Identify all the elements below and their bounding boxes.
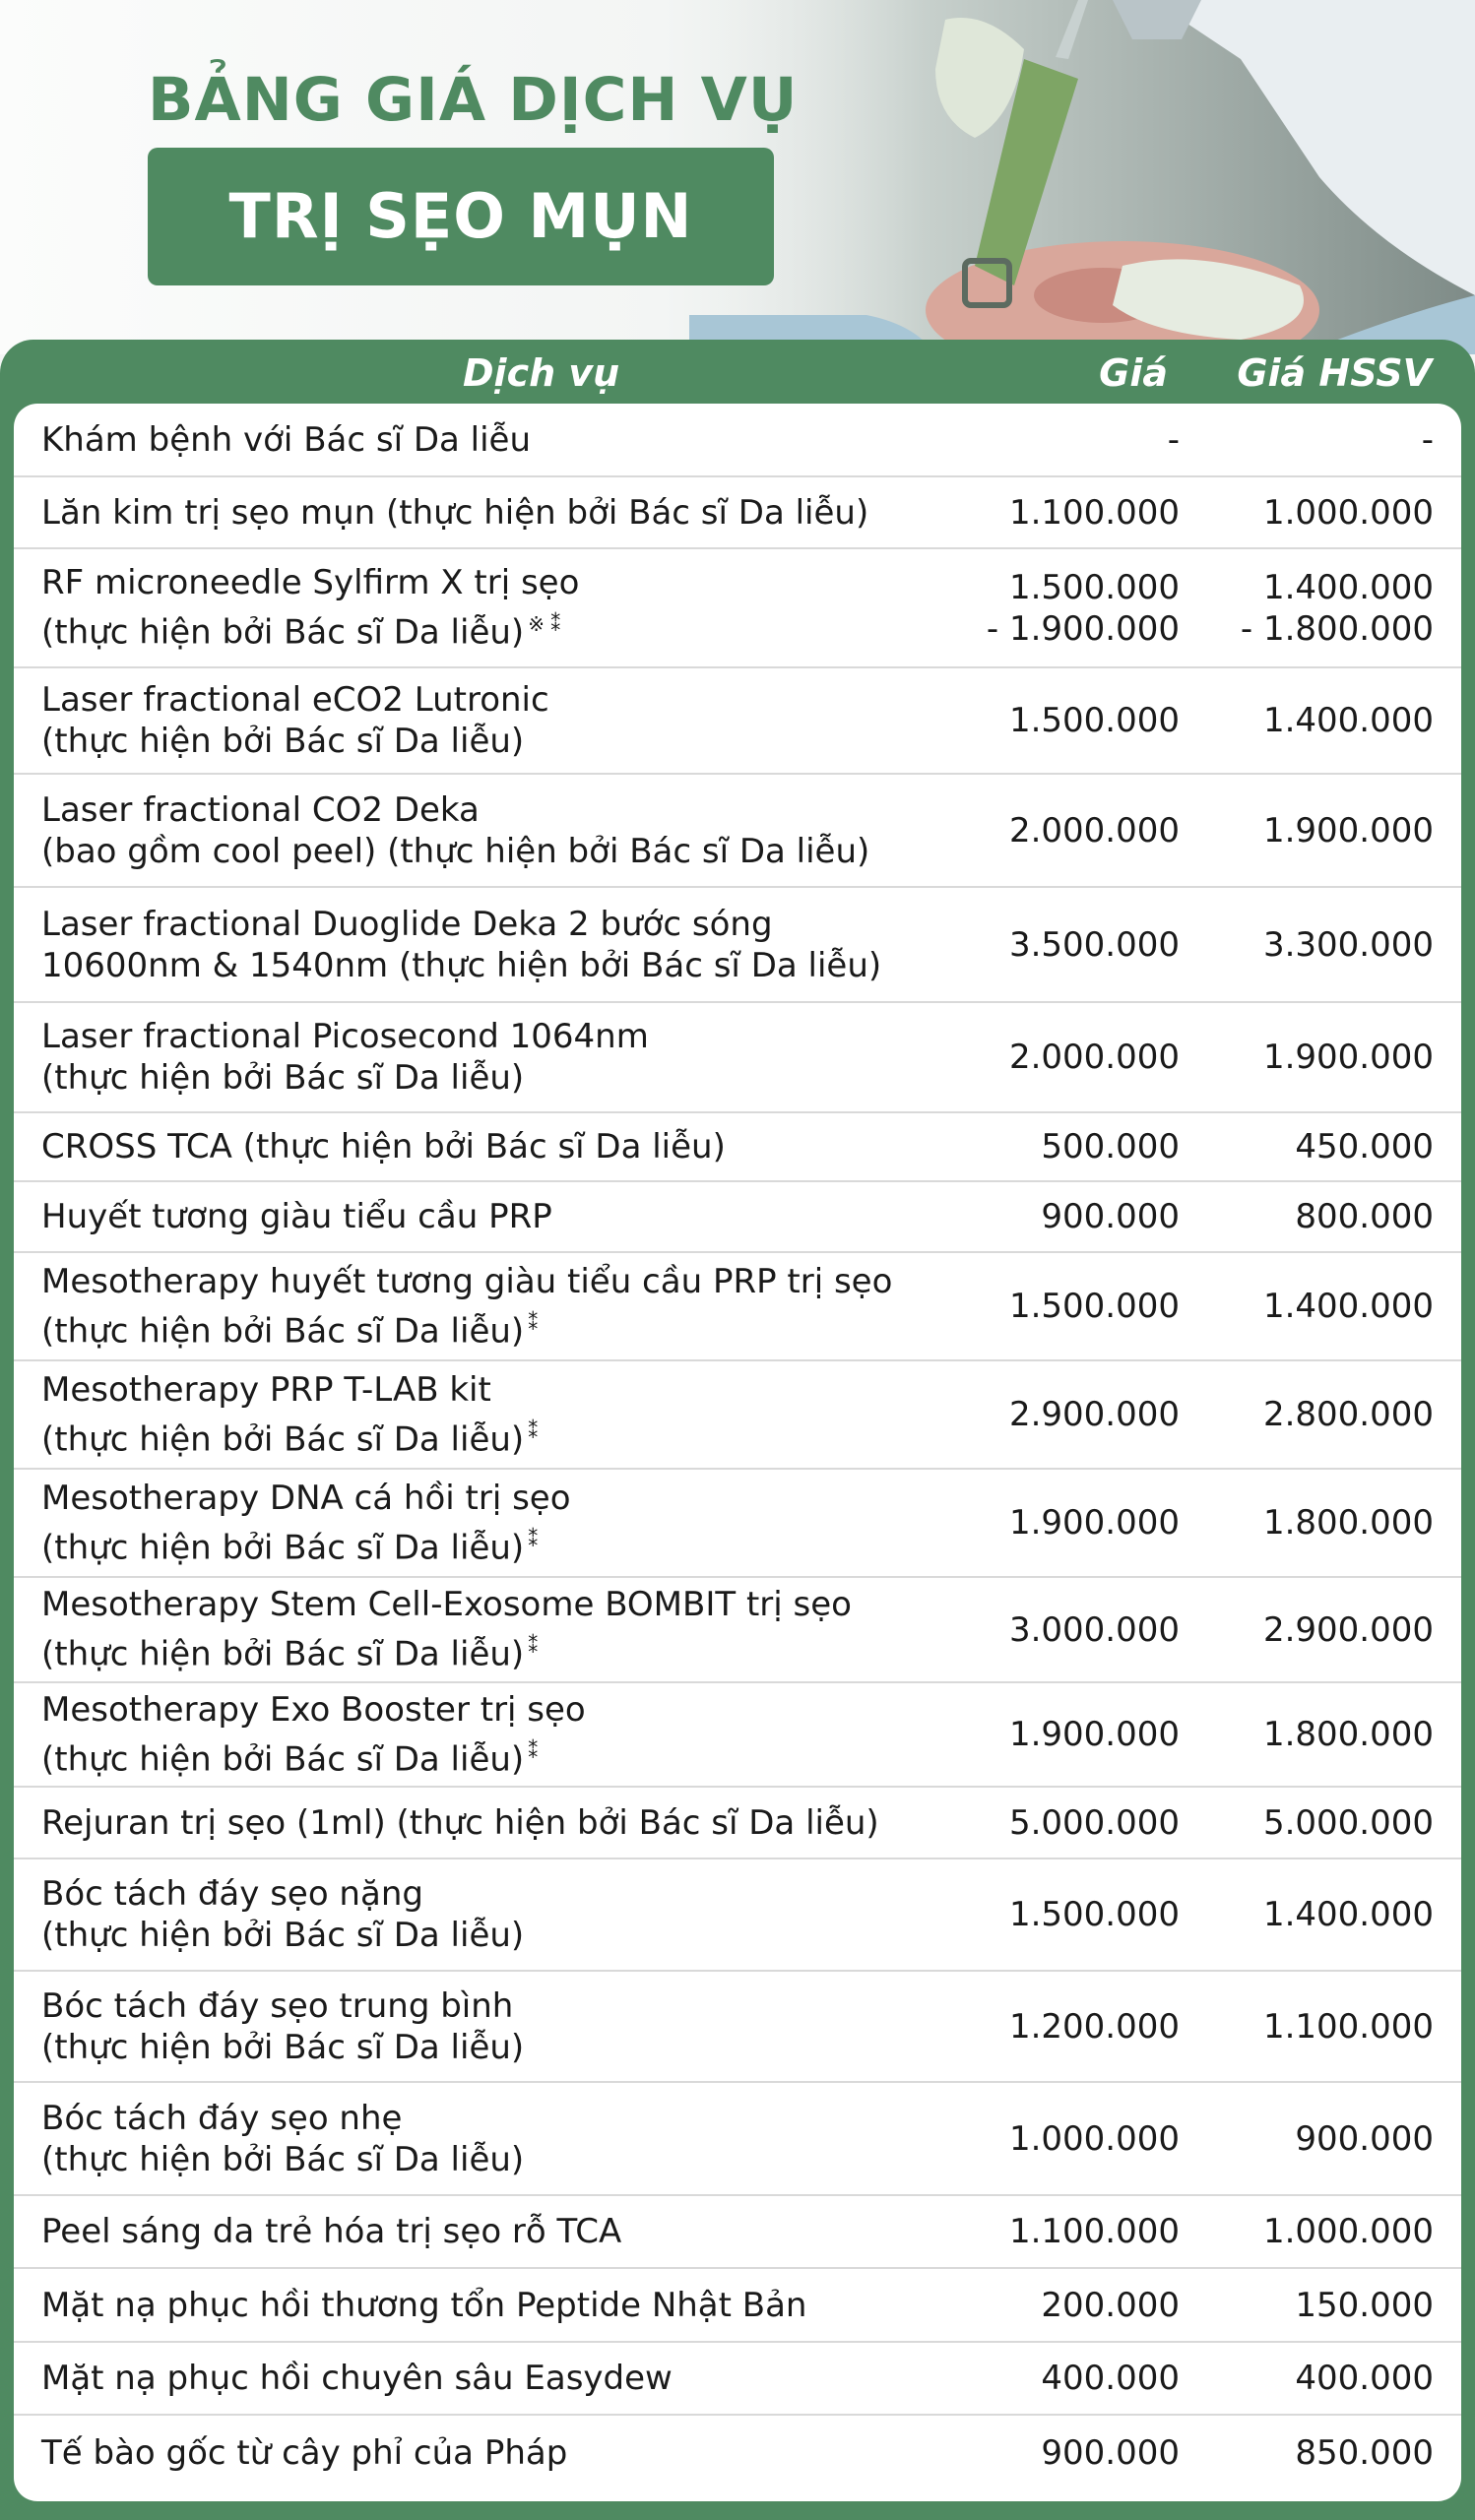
price-value: 1.100.000 [1262,2006,1434,2047]
table-row [14,549,1461,668]
price-value: 1.000.000 [1262,492,1434,533]
table-row [14,775,1461,888]
price-value: 200.000 [1041,2285,1180,2325]
price-value: 450.000 [1295,1127,1434,1166]
student-price-cell [1187,2343,1434,2414]
price-value: 2.900.000 [1008,1395,1180,1434]
service-name [41,2416,987,2489]
table-row [14,2083,1461,2196]
service-name-line: Mesotherapy Exo Booster trị sẹo [41,1689,586,1730]
student-price-cell [1187,2416,1434,2489]
footnote-mark: ※ ⁑ [528,612,561,637]
price-cell [884,2343,1180,2414]
service-name-line: Lăn kim trị sẹo mụn (thực hiện bởi Bác sĩ Da liễu) [41,492,869,533]
column-header-price: Giá [1099,351,1168,395]
price-cell [884,1578,1180,1681]
price-value: - [1421,419,1434,460]
service-banner: TRỊ SẸO MỤN [148,148,774,285]
service-name [41,1003,987,1111]
service-name [41,775,987,886]
price-cell [884,1113,1180,1180]
service-name-line: (thực hiện bởi Bác sĩ Da liễu) [41,1058,525,1098]
student-price-cell [1187,668,1434,773]
student-price-cell [1187,2269,1434,2341]
table-row [14,1859,1461,1972]
price-cell [884,1182,1180,1251]
table-row [14,2196,1461,2269]
table-row [14,1113,1461,1182]
table-row [14,404,1461,477]
table-row [14,1788,1461,1859]
price-value: 3.300.000 [1262,924,1434,965]
student-price-cell [1187,1859,1434,1970]
service-name-line: Bóc tách đáy sẹo trung bình [41,1985,514,2026]
table-row [14,477,1461,549]
service-name-line: Khám bệnh với Bác sĩ Da liễu [41,419,532,460]
table-row [14,2416,1461,2489]
price-value: 400.000 [1295,2359,1434,2398]
price-cell [884,2269,1180,2341]
price-value: 1.500.000 [1008,1895,1180,1934]
student-price-cell [1187,1470,1434,1576]
footnote-mark: ⁑ [528,1527,539,1551]
column-header-student-price: Giá HSSV [1237,351,1432,395]
price-cell [884,404,1180,475]
service-name-line: (thực hiện bởi Bác sĩ Da liễu) ⁑ [41,1418,539,1460]
service-name [41,668,987,773]
table-row [14,888,1461,1003]
price-value: 2.900.000 [1262,1609,1434,1650]
service-name-line: Tế bào gốc từ cây phỉ của Pháp [41,2432,568,2473]
table-row [14,2343,1461,2416]
student-price-cell [1187,2196,1434,2267]
student-price-cell [1187,888,1434,1001]
service-name-line: Mặt nạ phục hồi thương tổn Peptide Nhật Bản [41,2285,807,2325]
price-cell [884,2083,1180,2194]
service-name-line: (thực hiện bởi Bác sĩ Da liễu) ⁑ [41,1527,539,1568]
service-name [41,2196,987,2267]
service-name-line: Laser fractional Picosecond 1064nm [41,1017,649,1056]
table-row [14,1361,1461,1470]
service-name-line: (bao gồm cool peel) (thực hiện bởi Bác sĩ Da liễu) [41,831,870,871]
price-value: 1.100.000 [1008,2212,1180,2251]
service-name [41,549,987,666]
service-name [41,2269,987,2341]
table-row [14,1470,1461,1578]
footnote-mark: ⁑ [528,1634,539,1659]
price-cell [884,1683,1180,1786]
table-row [14,1182,1461,1253]
price-value: 1.000.000 [1262,2212,1434,2251]
hero-header [0,0,1475,354]
service-name-line: 10600nm & 1540nm (thực hiện bởi Bác sĩ Da liễu) [41,945,882,985]
table-row [14,1683,1461,1788]
price-value: 1.200.000 [1008,2006,1180,2047]
service-name-line: (thực hiện bởi Bác sĩ Da liễu) ⁑ [41,1738,539,1780]
price-value: 500.000 [1041,1127,1180,1166]
footnote-mark: ⁑ [528,1310,539,1335]
price-value: 150.000 [1295,2285,1434,2325]
price-cell [884,1859,1180,1970]
service-name-line: Mesotherapy DNA cá hồi trị sẹo [41,1478,571,1518]
price-value: 2.000.000 [1008,1038,1180,1077]
price-cell [884,888,1180,1001]
service-name [41,2083,987,2194]
service-name-line: Peel sáng da trẻ hóa trị sẹo rỗ TCA [41,2212,622,2251]
student-price-cell [1187,1253,1434,1359]
footnote-mark: ⁑ [528,1738,539,1763]
page-title: BẢNG GIÁ DỊCH VỤ [148,65,799,135]
student-price-cell [1187,1788,1434,1858]
service-name-line: Laser fractional CO2 Deka [41,789,480,830]
price-value: 900.000 [1295,2118,1434,2159]
service-name-line: (thực hiện bởi Bác sĩ Da liễu) [41,722,525,761]
footnote-mark: ⁑ [528,1418,539,1443]
price-cell [884,1470,1180,1576]
price-value: 1.800.000 [1262,1503,1434,1543]
price-value: 1.900.000 [1262,810,1434,850]
service-name [41,1788,987,1858]
price-value: - [1167,419,1180,460]
price-value: 5.000.000 [1008,1802,1180,1843]
table-row [14,668,1461,775]
service-name [41,888,987,1001]
table-header [0,340,1475,407]
price-value: 3.500.000 [1008,924,1180,965]
price-cell [884,668,1180,773]
service-name [41,1972,987,2081]
price-value: 1.000.000 [1008,2118,1180,2159]
table-row [14,2269,1461,2343]
student-price-cell [1187,1972,1434,2081]
service-name-line: Bóc tách đáy sẹo nặng [41,1874,423,1914]
student-price-cell [1187,1361,1434,1468]
service-name [41,1683,987,1786]
service-name-line: Laser fractional Duoglide Deka 2 bước sóng [41,904,773,944]
service-name-line: (thực hiện bởi Bác sĩ Da liễu) [41,2139,525,2179]
price-value: 1.500.000 [1008,1287,1180,1326]
price-cell [884,549,1180,666]
service-name [41,1113,987,1180]
price-value: - 1.800.000 [1240,608,1434,649]
table-row [14,1253,1461,1361]
service-name [41,1361,987,1468]
laser-treatment-photo [689,0,1475,354]
price-cell [884,2196,1180,2267]
service-name [41,1859,987,1970]
price-value: 1.400.000 [1262,1895,1434,1934]
table-row [14,1578,1461,1683]
service-name-line: Mesotherapy PRP T-LAB kit [41,1369,491,1410]
service-name-line: Laser fractional eCO2 Lutronic [41,680,549,720]
price-cell [884,1361,1180,1468]
service-name-line: Bóc tách đáy sẹo nhẹ [41,2098,403,2138]
price-cell [884,1003,1180,1111]
price-cell [884,1788,1180,1858]
price-value: 1.400.000 [1262,567,1434,607]
price-value: 1.900.000 [1008,1715,1180,1754]
service-name-line: Rejuran trị sẹo (1ml) (thực hiện bởi Bác sĩ Da liễu) [41,1802,879,1843]
student-price-cell [1187,404,1434,475]
price-value: 1.500.000 [1008,567,1180,607]
price-value: 1.100.000 [1008,492,1180,533]
price-cell [884,775,1180,886]
service-name-line: (thực hiện bởi Bác sĩ Da liễu) ⁑ [41,1634,539,1674]
price-value: 1.400.000 [1262,701,1434,740]
price-value: - 1.900.000 [986,608,1180,649]
service-name [41,477,987,547]
service-name [41,404,987,475]
service-name-line: (thực hiện bởi Bác sĩ Da liễu) [41,2027,525,2067]
service-name-line: Huyết tương giàu tiểu cầu PRP [41,1197,552,1236]
price-cell [884,1253,1180,1359]
service-name [41,1182,987,1251]
student-price-cell [1187,1683,1434,1786]
price-value: 850.000 [1295,2432,1434,2473]
price-value: 1.500.000 [1008,701,1180,740]
student-price-cell [1187,1003,1434,1111]
column-header-service: Dịch vụ [463,351,620,395]
service-name-line: (thực hiện bởi Bác sĩ Da liễu) ※ ⁑ [41,612,561,653]
price-value: 3.000.000 [1008,1609,1180,1650]
service-name-line: RF microneedle Sylfirm X trị sẹo [41,563,580,603]
service-name [41,1253,987,1359]
service-name [41,1578,987,1681]
service-name-line: Mesotherapy Stem Cell-Exosome BOMBIT trị sẹo [41,1585,852,1625]
table-row [14,1972,1461,2083]
price-value: 1.800.000 [1262,1715,1434,1754]
service-name-line: (thực hiện bởi Bác sĩ Da liễu) ⁑ [41,1310,539,1352]
student-price-cell [1187,549,1434,666]
student-price-cell [1187,775,1434,886]
service-name-line: CROSS TCA (thực hiện bởi Bác sĩ Da liễu) [41,1127,726,1166]
price-cell [884,2416,1180,2489]
service-name-line: Mặt nạ phục hồi chuyên sâu Easydew [41,2359,673,2398]
price-table [14,404,1461,2501]
price-value: 2.800.000 [1262,1395,1434,1434]
service-name [41,1470,987,1576]
price-value: 1.900.000 [1008,1503,1180,1543]
student-price-cell [1187,1113,1434,1180]
student-price-cell [1187,2083,1434,2194]
service-name-line: Mesotherapy huyết tương giàu tiểu cầu PRP trị sẹo [41,1261,893,1301]
service-name-line: (thực hiện bởi Bác sĩ Da liễu) [41,1916,525,1955]
student-price-cell [1187,1182,1434,1251]
price-value: 900.000 [1041,2432,1180,2473]
price-value: 2.000.000 [1008,810,1180,850]
table-row [14,1003,1461,1113]
price-value: 400.000 [1041,2359,1180,2398]
price-value: 5.000.000 [1262,1802,1434,1843]
price-cell [884,477,1180,547]
price-value: 800.000 [1295,1197,1434,1236]
price-value: 1.400.000 [1262,1287,1434,1326]
student-price-cell [1187,477,1434,547]
service-name [41,2343,987,2414]
price-value: 900.000 [1041,1197,1180,1236]
price-value: 1.900.000 [1262,1038,1434,1077]
student-price-cell [1187,1578,1434,1681]
price-cell [884,1972,1180,2081]
